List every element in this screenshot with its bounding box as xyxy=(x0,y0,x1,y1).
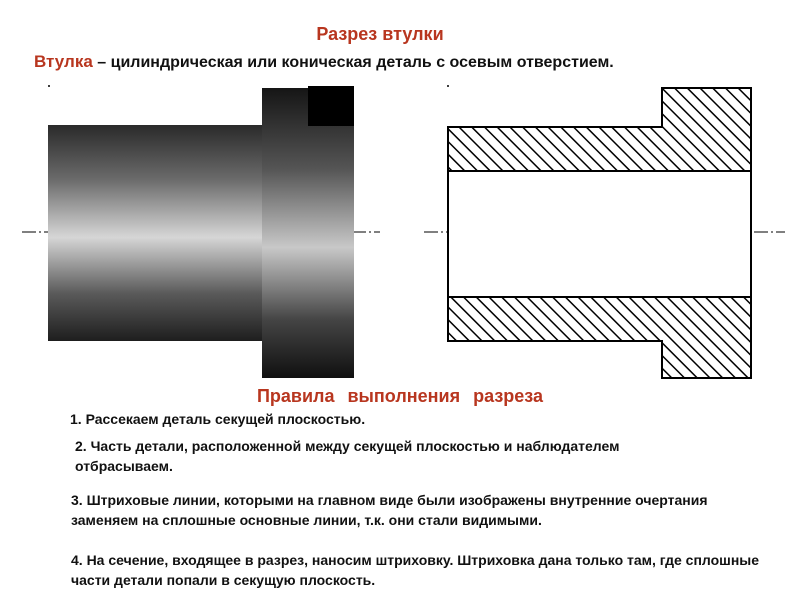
section-wall-top xyxy=(448,88,751,171)
collar-edge-top xyxy=(308,86,354,126)
rule-item-1: 1. Рассекаем деталь секущей плоскостью. xyxy=(70,411,366,427)
rule-item-3: 3. Штриховые линии, которыми на главном виде были изображены внутренние очертания заменяем на сплошные основные линии, т.к. они стали видимыми. xyxy=(71,492,708,528)
definition-dash: – xyxy=(97,54,107,71)
marker-dot-right xyxy=(447,85,449,87)
rule-item-2: 2. Часть детали, расположенной между секущей плоскостью и наблюдателем отбрасываем. xyxy=(75,438,620,474)
marker-dot-left xyxy=(48,85,50,87)
bore-opening xyxy=(448,171,751,297)
rules-heading: Правила выполнения разреза xyxy=(256,386,544,406)
bushing-section-view xyxy=(424,85,785,378)
definition-text: цилиндрическая или коническая деталь с осевым отверстием. xyxy=(110,54,614,71)
bushing-collar xyxy=(262,88,354,378)
page-title: Разрез втулки xyxy=(316,24,444,44)
section-wall-bottom xyxy=(448,297,751,378)
bushing-body xyxy=(48,125,264,341)
bushing-3d-view xyxy=(22,85,380,378)
definition-term: Втулка xyxy=(34,52,93,71)
rule-item-4: 4. На сечение, входящее в разрез, наносим штриховку. Штриховка дана только там, где сплошные части детали попали в секущую плоскость. xyxy=(71,552,760,588)
